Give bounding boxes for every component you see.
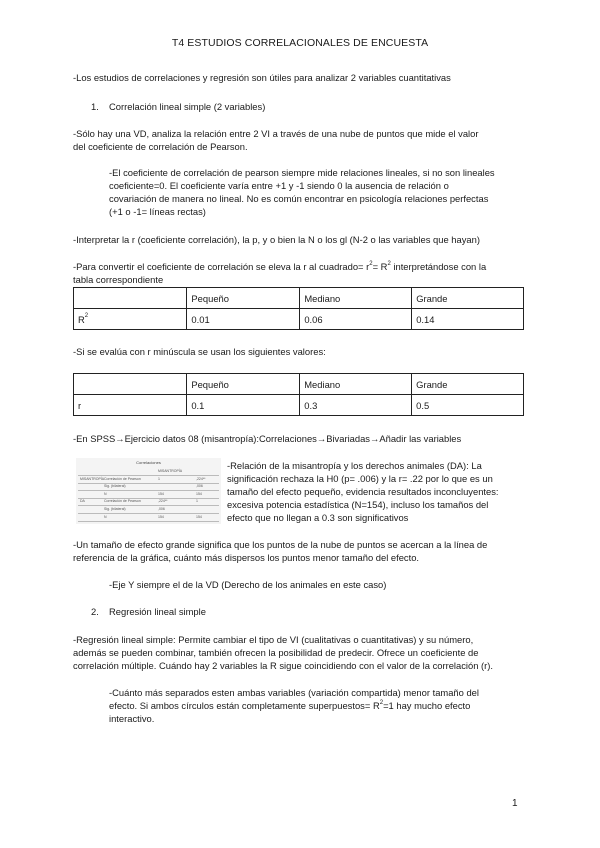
paragraph-line: coeficiente=0. El coeficiente varía entre +1 y -1 siendo 0 la ausencia de relación o: [109, 180, 449, 191]
spss-thumbnail-cell: 154: [196, 514, 202, 519]
paragraph-spss: -En SPSS→Ejercicio datos 08 (misantropía):Correlaciones→Bivariadas→Añadir las variables: [73, 433, 462, 444]
spss-thumbnail-cell: 154: [158, 491, 164, 496]
spss-thumbnail-cell: ,224**: [158, 499, 168, 504]
paragraph-axis-y: -Eje Y siempre el de la VD (Derecho de los animales en este caso): [109, 579, 387, 590]
section2-heading: Regresión lineal simple: [109, 606, 206, 617]
effect-size-table-r: [73, 373, 524, 416]
paragraph-line: efecto que no llegan a 0.3 son significativos: [227, 512, 409, 523]
spss-thumbnail-cell: MISANTROPÍA: [80, 476, 105, 481]
spss-thumbnail-title: Correlaciones: [136, 460, 161, 465]
spss-thumbnail-cell: Sig. (bilateral): [104, 507, 126, 511]
paragraph-vd: [73, 127, 528, 153]
intro-paragraph: -Los estudios de correlaciones y regresión son útiles para analizar 2 variables cuantitativas: [73, 72, 451, 83]
table-header-row: [74, 288, 524, 309]
page-title: T4 ESTUDIOS CORRELACIONALES DE ENCUESTA: [171, 37, 429, 49]
paragraph-r-values: -Si se evalúa con r minúscula se usan los siguientes valores:: [73, 346, 326, 357]
paragraph-pearson: [109, 166, 524, 218]
spss-thumbnail-cell: Correlación de Pearson: [104, 476, 141, 481]
paragraph-line: -Regresión lineal simple: Permite cambiar el tipo de VI (cualitativas o cuantitativas) y su número,: [73, 634, 474, 645]
spss-thumbnail-row: [78, 492, 219, 499]
section2-number: 2.: [91, 606, 99, 617]
paragraph-line: -Relación de la misantropía y los derechos animales (DA): La: [227, 460, 482, 471]
spss-thumbnail-row: [78, 477, 219, 484]
table-cell: 0.14: [412, 309, 524, 330]
paragraph-line: significación rechaza la H0 (p= .006) y la r= .22 por lo que es un: [227, 473, 493, 484]
spss-thumbnail-cell: Correlación de Pearson: [104, 499, 141, 504]
table-header-cell: [74, 374, 187, 395]
spss-output-thumbnail: [76, 458, 221, 524]
paragraph-line: covariación de manera no lineal. No es común encontrar en psicología relaciones perfectas: [109, 193, 489, 204]
spss-thumbnail-row: [78, 469, 219, 476]
paragraph-line: además se pueden combinar, también ofrecen la posibilidad de predecir. Ofrece un coeficiente de: [73, 647, 479, 658]
table-row: [74, 309, 524, 330]
paragraph-line: referencia de la gráfica, cuánto más dispersos los puntos menor tamaño del efecto.: [73, 552, 420, 563]
paragraph-line: -Para convertir el coeficiente de correlación se eleva la r al cuadrado= $r^2= R^2$ interpretándose con la: [73, 260, 487, 272]
spss-thumbnail-cell: 1: [158, 476, 160, 481]
spss-thumbnail-cell: 154: [196, 491, 202, 496]
paragraph-line: tabla correspondiente: [73, 274, 164, 285]
table-header-cell: Pequeño: [187, 374, 300, 395]
spss-thumbnail-cell: N: [104, 491, 107, 496]
spss-thumbnail-row: [78, 484, 219, 491]
spss-thumbnail-cell: ,006: [158, 507, 165, 511]
spss-thumbnail-cell: 1: [196, 499, 198, 504]
spss-thumbnail-cell: ,224**: [196, 476, 206, 481]
spss-thumbnail-cell: N: [104, 514, 107, 519]
paragraph-line: del coeficiente de correlación de Pearson.: [73, 141, 248, 152]
table-row-label: $R^2$: [74, 309, 187, 330]
paragraph-line: correlación múltiple. Cuándo hay 2 variables la R sigue coincidiendo con el valor de la correlación (r).: [73, 660, 494, 671]
spss-thumbnail-cell: MISANTROPÍA: [158, 469, 183, 473]
table-header-cell: Pequeño: [187, 288, 300, 309]
spss-thumbnail-row: [78, 499, 219, 506]
paragraph-line: -El coeficiente de correlación de pearson siempre mide relaciones lineales, si no son lineales: [109, 167, 495, 178]
spss-thumbnail-cell: Sig. (bilateral): [104, 484, 126, 489]
page-number: 1: [512, 798, 518, 809]
table-row: [74, 395, 524, 416]
paragraph-misanthropy: [227, 459, 527, 524]
table-cell: 0.5: [412, 395, 524, 416]
table-cell: 0.3: [300, 395, 412, 416]
table-cell: 0.06: [300, 309, 412, 330]
table-cell: 0.01: [187, 309, 300, 330]
paragraph-effect-size: [73, 538, 543, 564]
section1-heading: Correlación lineal simple (2 variables): [109, 101, 266, 112]
paragraph-convert: [73, 260, 543, 286]
paragraph-regression: [73, 633, 543, 672]
table-header-cell: Grande: [412, 288, 524, 309]
paragraph-line: tamaño del efecto pequeño, evidencia resultados inconcluyentes:: [227, 486, 499, 497]
paragraph-line: efecto. Si ambos círculos están completamente superpuestos= $R^2=1$ hay mucho efecto: [109, 699, 471, 711]
paragraph-circles: [109, 686, 524, 725]
spss-thumbnail-cell: 154: [158, 514, 164, 519]
paragraph-line: interactivo.: [109, 713, 155, 724]
section1-number: 1.: [91, 101, 99, 112]
spss-thumbnail-cell: ,006: [196, 484, 203, 489]
table-header-row: [74, 374, 524, 395]
paragraph-line: excesiva potencia estadística (N=154), incluso los tamaños del: [227, 499, 489, 510]
paragraph-line: -Un tamaño de efecto grande significa que los puntos de la nube de puntos se acercan a la línea de: [73, 539, 488, 550]
table-header-cell: Mediano: [300, 374, 412, 395]
spss-thumbnail-row: [78, 515, 219, 522]
effect-size-table-R2: [73, 287, 524, 330]
paragraph-line: -Cuánto más separados esten ambas variables (variación compartida) menor tamaño del: [109, 687, 479, 698]
spss-thumbnail-row: [78, 507, 219, 514]
table-header-cell: [74, 288, 187, 309]
paragraph-line: -Sólo hay una VD, analiza la relación entre 2 VI a través de una nube de puntos que mide el valor: [73, 128, 479, 139]
paragraph-interpret: -Interpretar la r (coeficiente correlación), la p, y o bien la N o los gl (N-2 o las variables que hayan): [73, 234, 480, 245]
table-header-cell: Grande: [412, 374, 524, 395]
table-row-label: r: [74, 395, 187, 416]
table-header-cell: Mediano: [300, 288, 412, 309]
spss-thumbnail-cell: DA: [80, 499, 85, 504]
paragraph-line: (+1 o -1= líneas rectas): [109, 206, 206, 217]
table-cell: 0.1: [187, 395, 300, 416]
